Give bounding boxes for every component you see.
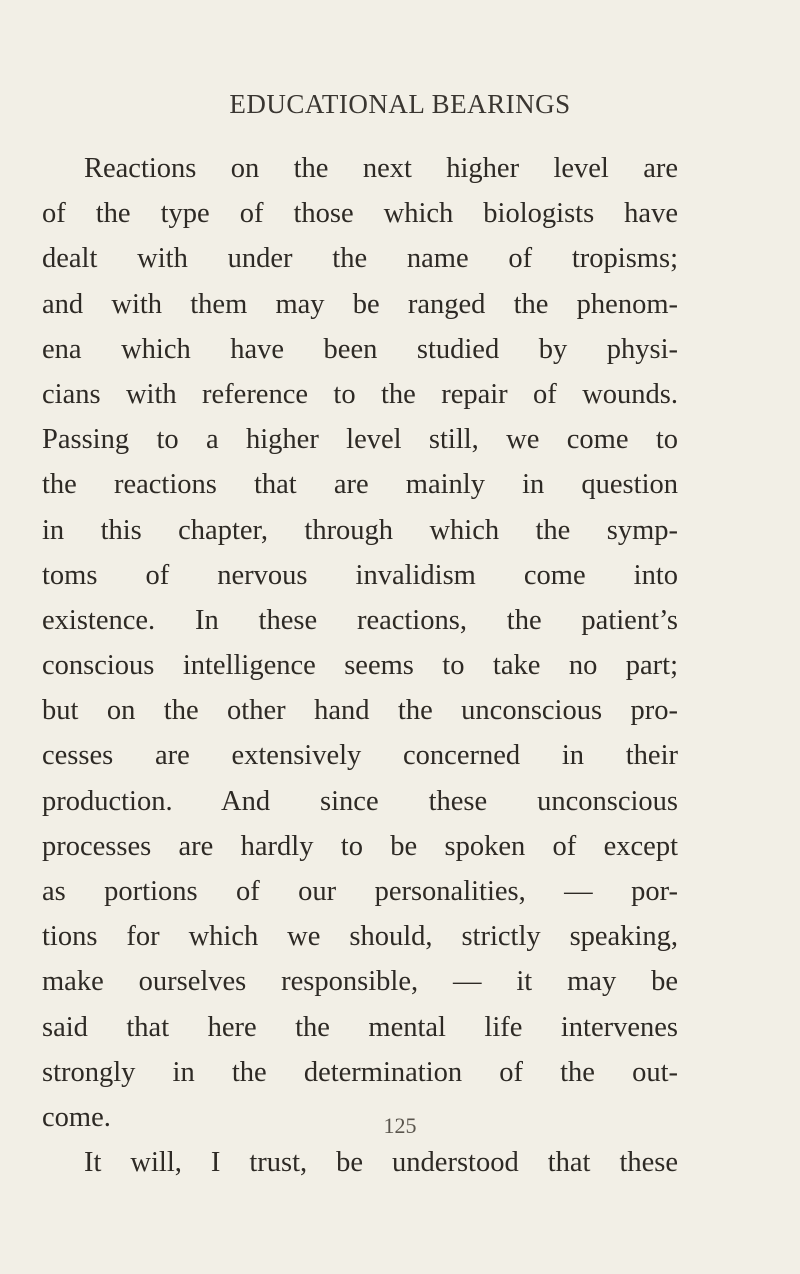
text-line: and with them may be ranged the phenom- bbox=[42, 288, 678, 320]
body-text bbox=[42, 146, 678, 1185]
text-line: Passing to a higher level still, we come to bbox=[42, 424, 678, 456]
text-line: dealt with under the name of tropisms; bbox=[42, 243, 678, 275]
text-line: It will, I trust, be understood that these bbox=[84, 1147, 678, 1179]
text-line: said that here the mental life intervenes bbox=[42, 1011, 678, 1043]
text-line: come. bbox=[42, 1101, 111, 1133]
text-line: the reactions that are mainly in question bbox=[42, 469, 678, 501]
text-line: tions for which we should, strictly speaking, bbox=[42, 921, 678, 953]
text-line: Reactions on the next higher level are bbox=[84, 153, 678, 184]
text-line: in this chapter, through which the symp- bbox=[42, 514, 678, 546]
text-line: existence. In these reactions, the patient’s bbox=[42, 604, 678, 636]
text-line: production. And since these unconscious bbox=[42, 785, 678, 817]
text-line: cesses are extensively concerned in their bbox=[42, 740, 678, 772]
text-line: as portions of our personalities, — por- bbox=[42, 876, 678, 907]
text-line: ena which have been studied by physi- bbox=[42, 333, 678, 365]
page-number: 125 bbox=[383, 1113, 417, 1138]
text-line: toms of nervous invalidism come into bbox=[42, 559, 678, 591]
running-head: EDUCATIONAL BEARINGS bbox=[229, 89, 571, 119]
text-line: but on the other hand the unconscious pro- bbox=[42, 695, 678, 727]
text-line: strongly in the determination of the out- bbox=[42, 1056, 678, 1088]
text-line: cians with reference to the repair of wounds. bbox=[42, 378, 678, 410]
text-line: processes are hardly to be spoken of except bbox=[42, 830, 678, 862]
text-line: make ourselves responsible, — it may be bbox=[42, 966, 678, 998]
text-line: of the type of those which biologists have bbox=[42, 198, 678, 230]
text-line: conscious intelligence seems to take no part; bbox=[42, 650, 678, 682]
